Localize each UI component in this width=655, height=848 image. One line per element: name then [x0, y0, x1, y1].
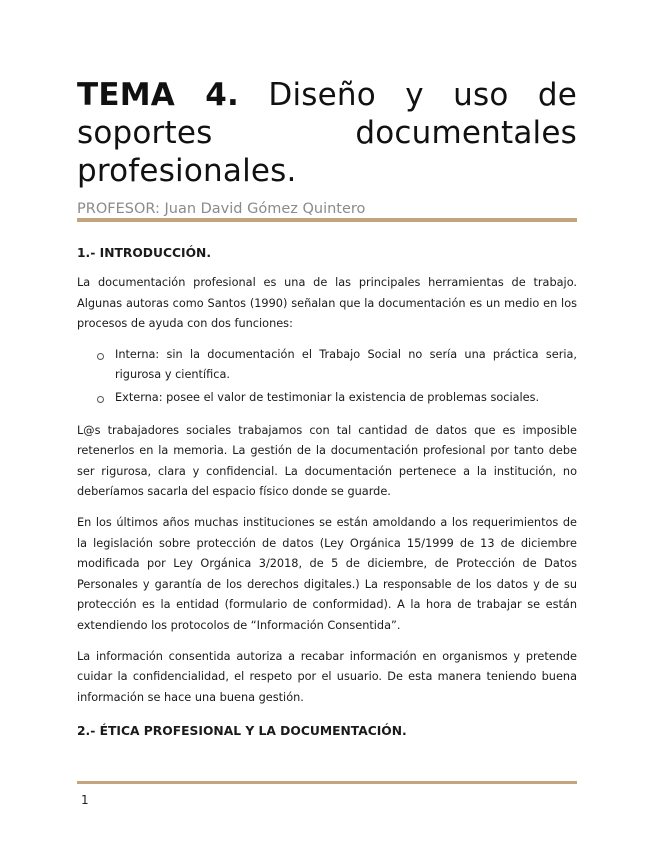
paragraph: L@s trabajadores sociales trabajamos con tal cantidad de datos que es imposible retenerlos en la memoria. La gestión de la documentación profesional por tanto debe ser rigurosa, clara y confidencial. La documentación pertenece a la institución, no deberíamos sacarla del espacio físico donde se guarde. — [77, 423, 577, 499]
section-heading-introduccion: 1.- INTRODUCCIÓN. — [77, 246, 212, 260]
circle-bullet-icon — [97, 353, 104, 360]
document-body — [77, 244, 577, 751]
list-item — [115, 345, 577, 386]
footer-divider — [77, 781, 577, 784]
title-topic-number: TEMA 4. — [77, 77, 240, 113]
paragraph: La documentación profesional es una de las principales herramientas de trabajo. Algunas autoras como Santos (1990) señalan que la documentación es un medio en los procesos de ayuda con dos funciones: — [77, 276, 577, 331]
section-heading-etica: 2.- ÉTICA PROFESIONAL Y LA DOCUMENTACIÓN. — [77, 724, 407, 739]
list-item — [115, 388, 577, 409]
list-item-text: Externa: posee el valor de testimoniar la existencia de problemas sociales. — [115, 390, 540, 404]
header-divider — [77, 218, 577, 222]
bullet-list — [77, 345, 577, 409]
list-item-text: Interna: sin la documentación el Trabajo Social no sería una práctica seria, rigurosa y científica. — [115, 347, 577, 382]
page-number: 1 — [81, 793, 89, 807]
paragraph: En los últimos años muchas instituciones se están amoldando a los requerimientos de la legislación sobre protección de datos (Ley Orgánica 15/1999 de 13 de diciembre modificada por Ley Orgánica 3/2018, de 5 de diciembre, de Protección de Datos Personales y garantía de los derechos digitales.) La responsable de los datos y de su protección es la entidad (formulario de conformidad). A la hora de trabajar se están extendiendo los protocolos de “Información Consentida”. — [77, 515, 577, 632]
circle-bullet-icon — [97, 396, 104, 403]
document-title — [77, 76, 577, 190]
title-topic-name: Diseño y uso de soportes documentales profesionales. — [77, 77, 578, 189]
professor-line: PROFESOR: Juan David Gómez Quintero — [77, 201, 366, 217]
paragraph: La información consentida autoriza a recabar información en organismos y pretende cuidar la confidencialidad, el respeto por el usuario. De esta manera teniendo buena información se hace una buena gestión. — [77, 649, 577, 704]
